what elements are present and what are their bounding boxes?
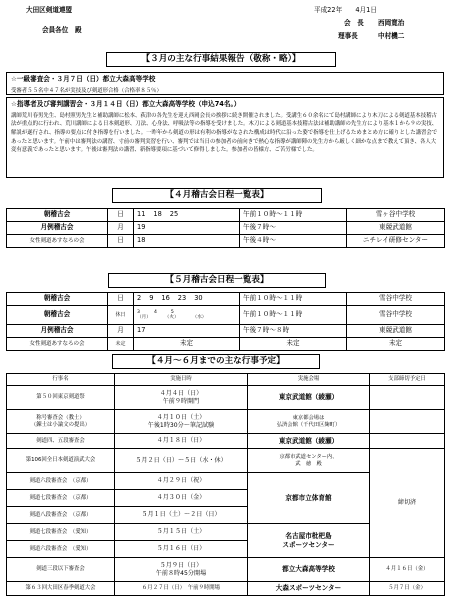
may-row-time: 午後７時～８時 [240,325,347,338]
april-row-place: 雪ヶ谷中学校 [347,209,445,222]
table-row [7,386,445,410]
date-num: 18 [153,210,162,219]
event-name: 剣道七段審査会 （京都） [7,490,115,507]
table-row [7,235,445,248]
may-schedule-title: 【５月稽古会日程一覧表】 [108,273,326,288]
director-name: 中村機二 [378,32,405,40]
date-num: 16 [161,294,170,303]
weekday-sub: （火） [164,315,179,320]
event-name: 第６３回大田区春季剣道大会 [7,582,115,596]
table-row [7,558,445,582]
col-header-venue: 実施会場 [248,374,370,386]
april-row-dates [134,222,240,235]
april-row-dates [134,209,240,222]
event-date: ４月２９日（祝） [115,473,248,490]
march-exam-block [6,72,444,95]
may-row-dates [134,293,240,306]
weekday-sub: （月） [137,315,151,320]
table-row [7,338,445,351]
table-row [7,209,445,222]
event-deadline: 締切済 [370,449,445,558]
table-header-row [7,374,445,386]
march-exam-heading: ☆一級審査会・３月７日（日）都立大森高等学校 [11,75,156,83]
date-num: 11 [137,210,146,219]
event-date: ５月１６日（日） [115,541,248,558]
issue-date: 平成22年 4月1日 [314,6,377,14]
april-row-label: 女性剣道あすなろの会 [7,235,108,248]
may-row-time: 午前１０時～１１時 [240,293,347,306]
table-row [7,293,445,306]
table-row [7,222,445,235]
event-venue: 京都市立体育館 [248,473,370,524]
table-row [7,449,445,473]
march-seminar-block [6,97,444,178]
march-seminar-heading: ☆指導者及び審判講習会・３月１４日（日）都立大森高等学校（申込74名。） [11,100,241,108]
april-practice-table [6,208,445,248]
event-venue: 名古屋市枇杷島 スポーツセンター [248,524,370,558]
president-name: 西岡寛治 [378,19,405,27]
may-row-day: 月 [108,325,134,338]
event-name: 第106回全日本剣道演武大会 [7,449,115,473]
march-results-title: 【３月の主な行事結果報告（敬称・略）】 [106,52,336,67]
may-row-day: 未定 [108,338,134,351]
date-num: 23 [177,294,187,303]
weekday-sub: （水） [192,315,207,320]
event-name: 第５０回東京剣道祭 [7,386,115,410]
april-row-place: 東競武道館 [347,222,445,235]
event-date: ４月４日（日） 午前９時開門 [115,386,248,410]
events-title: 【４月～６月までの主な行事予定】 [112,354,320,369]
may-row-time: 未定 [240,338,347,351]
date-num: 9 [149,294,154,303]
event-venue: 都立大森高等学校 [248,558,370,582]
event-date: ５月２日（日）～５日（水・休） [115,449,248,473]
april-row-label: 朝稽古会 [7,209,108,222]
event-deadline: ４月１６日（金） [370,558,445,582]
event-name: 剣道七段審査会 （愛知） [7,524,115,541]
may-row-day: 休日 [108,306,134,325]
may-practice-table [6,292,445,351]
col-header-date: 実施日時 [115,374,248,386]
event-name: 剣道六段審査会 （愛知） [7,541,115,558]
may-row-dates [134,306,240,325]
table-row [7,410,445,434]
addressee: 会員各位 殿 [42,26,82,34]
may-row-place: 雪谷中学校 [347,306,445,325]
april-schedule-title: 【４月稽古会日程一覧表】 [112,188,322,203]
col-header-event: 行事名 [7,374,115,386]
org-name: 大田区剣道連盟 [26,6,73,14]
event-name: 剣道六段審査会 （京都） [7,473,115,490]
may-row-place: 未定 [347,338,445,351]
event-venue: 京都市武道センター内、 武 徳 殿 [248,449,370,473]
event-deadline [370,386,445,410]
event-date: ４月１８日（日） [115,434,248,449]
date-num: 19 [137,223,146,232]
event-deadline [370,434,445,449]
may-row-dates [134,325,240,338]
april-row-time: 午後７時～ [240,222,347,235]
event-date: ４月３０日（金） [115,490,248,507]
date-num: 3 [137,309,140,315]
event-date: ４月１０日（土） 午後1時30分～筆記試験 [115,410,248,434]
events-table [6,373,445,596]
march-seminar-body: 講師荒川春男先生、島村照男先生と補助講師に松本、荻津の各先生を迎え西岡会長の挨拶に続き開催されました。受講生６０余名にて島村講師により木刀による剣道基本技稽古法が重点的に行われ、荒川講師による日本剣道形、刀法、心身法、呼吸法等の指導を受けました。木刀による剣道基本技稽古法は補助講師の先生方により基本１から９の実技、解説が遂行され、指導の要点に付き指導を行いました。一昨年から剣道の形は有利の指導がなされた構成は時代に沿った姿で指導を仕上げるためまとめ方に確りとした講習会であったと思います。午前中は審判法の講習、寸前の審判実習を行い、審判では当日の参加者の前向きで熱心な指導が講師陣の先生方から厳しく細かな点まで教えて頂き、各人大変有意義であったと思います。午後は審判法の講習、新指導要項に基づいて修得しました。参加者の皆様方、ご苦労様でした。 [11,112,438,154]
event-venue: 東京武道館（綾瀬） [248,386,370,410]
date-num: 4 [153,309,157,315]
date-num: 18 [137,236,146,245]
april-row-day: 日 [108,209,134,222]
may-row-place: 雪谷中学校 [347,293,445,306]
table-row [7,325,445,338]
april-row-place: ニチレイ研修センター [347,235,445,248]
event-deadline [370,410,445,434]
date-num: 25 [169,210,179,219]
may-row-day: 日 [108,293,134,306]
april-row-day: 日 [108,235,134,248]
may-row-label: 朝稽古会 [7,293,108,306]
table-row [7,306,445,325]
may-row-place: 東競武道館 [347,325,445,338]
event-venue: 大森スポーツセンター [248,582,370,596]
date-num: 5 [170,309,174,315]
april-row-label: 月例稽古会 [7,222,108,235]
event-date: ６月２７日（日） 午前９時開場 [115,582,248,596]
may-row-label: 女性剣道あすなろの会 [7,338,108,351]
date-num: 30 [194,294,203,303]
april-row-day: 月 [108,222,134,235]
may-row-dates: 未定 [134,338,240,351]
march-exam-body: 受審者５５名中４７名が実技及び剣道形合格（合格率８５％） [11,87,162,94]
event-name: 剣道三段以下審査会 [7,558,115,582]
director-role: 理事長 [338,32,358,40]
may-row-label: 朝稽古会 [7,306,108,325]
event-venue: 東京都会場は 弘済会館（千代田区麹町） [248,410,370,434]
president-role: 会 長 [344,19,364,27]
table-row [7,582,445,596]
event-date: ５月９日（日） 午前８時45分開場 [115,558,248,582]
table-row [7,434,445,449]
event-name: 称号審査会（教士） （錬士は小論文の提出） [7,410,115,434]
april-row-time: 午後４時～ [240,235,347,248]
april-row-time: 午前１０時～１１時 [240,209,347,222]
event-date: ５月１５日（土） [115,524,248,541]
event-name: 剣道四、五段審査会 [7,434,115,449]
may-row-time: 午前１０時～１１時 [240,306,347,325]
date-num: 17 [137,326,146,335]
may-row-label: 月例稽古会 [7,325,108,338]
event-deadline: ５月７日（金） [370,582,445,596]
event-date: ５月１日（土）～２日（日） [115,507,248,524]
col-header-deadline: 支部締切予定日 [370,374,445,386]
event-venue: 東京武道館（綾瀬） [248,434,370,449]
date-num: 2 [137,294,142,303]
event-name: 剣道八段審査会 （京都） [7,507,115,524]
april-row-dates [134,235,240,248]
